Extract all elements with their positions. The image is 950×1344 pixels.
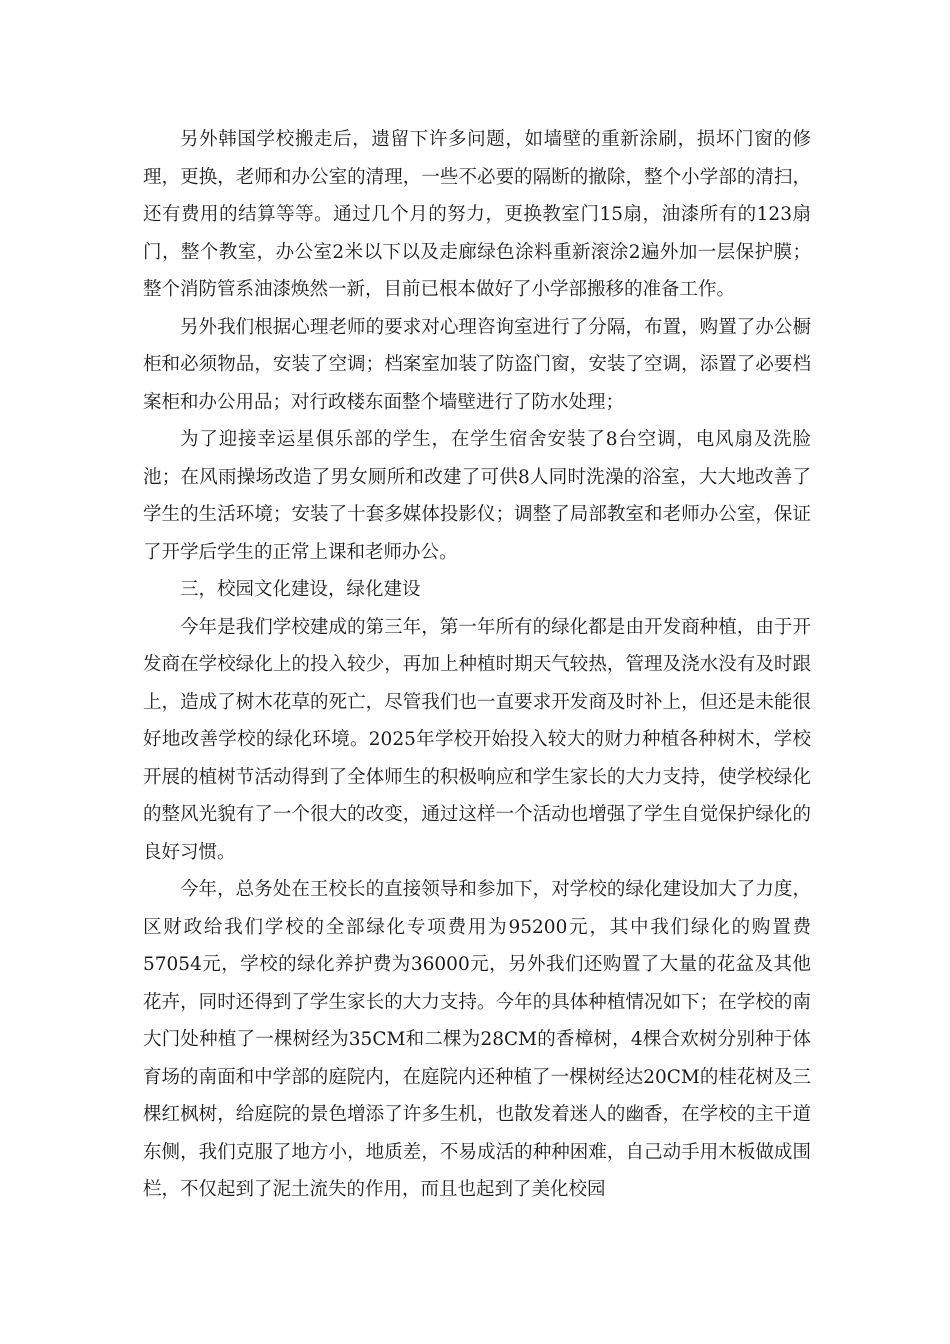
paragraph-counseling-room: 另外我们根据心理老师的要求对心理咨询室进行了分隔，布置，购置了办公橱柜和必须物品，安装了空调；档案室加装了防盗门窗，安装了空调，添置了必要档案柜和办公用品；对行政楼东面整个墙壁进行了防水处理； <box>143 316 811 413</box>
paragraph-repairs: 另外韩国学校搬走后，遗留下许多问题，如墙壁的重新涂刷，损坏门窗的修理，更换，老师和办公室的清理，一些不必要的隔断的撤除，整个小学部的清扫，还有费用的结算等等。通过几个月的努力，更换教室门15扇，油漆所有的123扇门，整个教室，办公室2米以下以及走廊绿色涂料重新滚涂2遍外加一层保护膜；整个消防管系油漆焕然一新，目前已根本做好了小学部搬移的准备工作。 <box>143 129 811 300</box>
paragraph-greening-this-year: 今年，总务处在王校长的直接领导和参加下，对学校的绿化建设加大了力度，区财政给我们学校的全部绿化专项费用为95200元，其中我们绿化的购置费57054元，学校的绿化养护费为36000元，另外我们还购置了大量的花盆及其他花卉，同时还得到了学生家长的大力支持。今年的具体种植情况如下；在学校的南大门处种植了一棵树经为35CM和二棵为28CM的香樟树，4棵合欢树分别种于体育场的南面和中学部的庭院内，在庭院内还种植了一棵树经达20CM的桂花树及三棵红枫树，给庭院的景色增添了许多生机，也散发着迷人的幽香，在学校的主干道东侧，我们克服了地方小，地质差，不易成活的种种困难，自己动手用木板做成围栏，不仅起到了泥土流失的作用，而且也起到了美化校园 <box>143 879 811 1200</box>
paragraph-dormitory: 为了迎接幸运星俱乐部的学生，在学生宿舍安装了8台空调，电风扇及洗脸池；在风雨操场改造了男女厕所和改建了可供8人同时洗澡的浴室，大大地改善了学生的生活环境；安装了十套多媒体投影仪；调整了局部教室和老师办公室，保证了开学后学生的正常上课和老师办公。 <box>143 429 811 563</box>
section-heading-campus-culture: 三，校园文化建设，绿化建设 <box>180 579 421 600</box>
paragraph-greening-history: 今年是我们学校建成的第三年，第一年所有的绿化都是由开发商种植，由于开发商在学校绿化上的投入较少，再加上种植时期天气较热，管理及浇水没有及时跟上，造成了树木花草的死亡，尽管我们也一直要求开发商及时补上，但还是未能很好地改善学校的绿化环境。2025年学校开始投入较大的财力种植各种树木，学校开展的植树节活动得到了全体师生的积极响应和学生家长的大力支持，使学校绿化的整风光貌有了一个很大的改变，通过这样一个活动也增强了学生自觉保护绿化的良好习惯。 <box>143 616 811 863</box>
document-page <box>143 121 811 1209</box>
